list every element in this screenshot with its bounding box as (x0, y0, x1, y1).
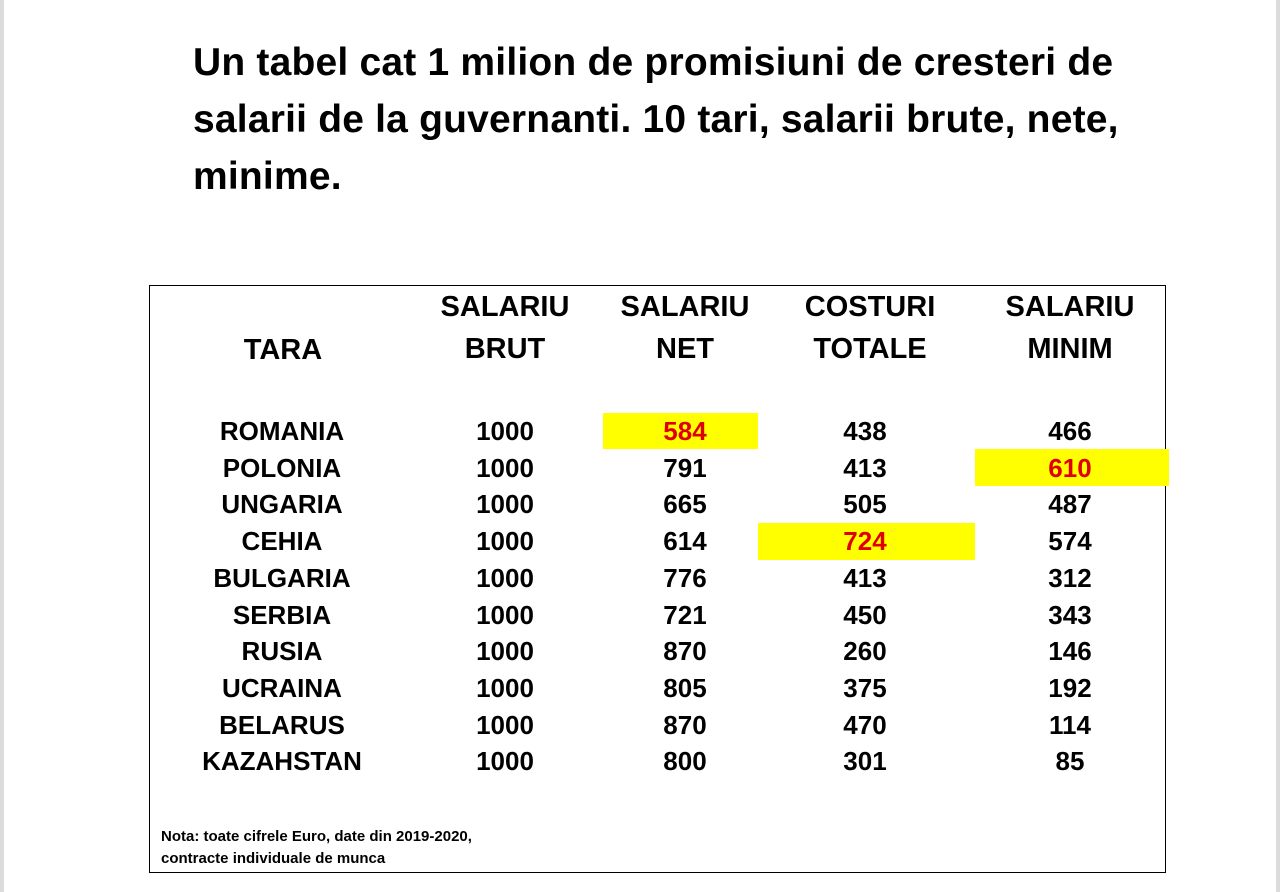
page-edge-right (1276, 0, 1280, 892)
header-salariu-minim (990, 286, 1150, 370)
cell-minim: 343 (1048, 599, 1092, 630)
cell-tara: CEHIA (241, 526, 323, 557)
cell-costuri: 413 (843, 562, 887, 593)
cell-brut: 1000 (476, 672, 534, 703)
cell-costuri: 438 (843, 416, 887, 446)
header-costuri-totale (780, 286, 960, 370)
header-costuri-totale-line2: TOTALE (813, 333, 927, 365)
cell-minim: 85 (1055, 746, 1085, 777)
cell-tara: POLONIA (222, 452, 342, 483)
cell-costuri: 505 (843, 489, 887, 520)
cell-minim: 610 (1048, 452, 1092, 483)
cell-net: 721 (663, 599, 707, 630)
header-tara: TARA (243, 334, 323, 366)
cell-costuri: 470 (843, 709, 887, 740)
cell-tara: SERBIA (232, 599, 332, 630)
header-salariu-net-line2: NET (656, 333, 714, 365)
cell-brut: 1000 (476, 489, 534, 520)
cell-net: 870 (663, 709, 707, 740)
page-edge-left (0, 0, 4, 892)
header-salariu-minim-line1: SALARIU (1005, 291, 1135, 323)
cell-costuri: 301 (843, 746, 887, 777)
salary-table (149, 285, 1166, 873)
cell-net: 665 (663, 489, 707, 520)
cell-net: 800 (663, 746, 707, 777)
cell-brut: 1000 (476, 562, 534, 593)
header-salariu-brut-line1: SALARIU (440, 291, 570, 323)
cell-tara: UNGARIA (221, 489, 343, 520)
cell-tara: BULGARIA (213, 562, 351, 593)
header-salariu-brut-line2: BRUT (464, 333, 546, 365)
cell-minim: 192 (1048, 672, 1092, 703)
cell-minim: 466 (1048, 416, 1092, 446)
cell-tara: KAZAHSTAN (202, 746, 362, 777)
cell-tara: RUSIA (241, 636, 323, 667)
header-salariu-net-line1: SALARIU (620, 291, 750, 323)
header-salariu-minim-line2: MINIM (1027, 333, 1113, 365)
cell-minim: 312 (1048, 562, 1092, 593)
cell-tara: BELARUS (219, 709, 345, 740)
cell-brut: 1000 (476, 599, 534, 630)
cell-net: 584 (663, 416, 707, 446)
cell-net: 614 (663, 526, 707, 557)
cell-tara: UCRAINA (222, 672, 342, 703)
cell-costuri: 450 (843, 599, 887, 630)
cell-net: 791 (663, 452, 707, 483)
header-salariu-net (605, 286, 765, 370)
cell-tara: ROMANIA (219, 416, 345, 446)
cell-brut: 1000 (476, 452, 534, 483)
cell-minim: 574 (1048, 526, 1092, 557)
cell-brut: 1000 (476, 526, 534, 557)
cell-minim: 487 (1048, 489, 1092, 520)
cell-net: 776 (663, 562, 707, 593)
cell-brut: 1000 (476, 416, 534, 446)
cell-costuri: 260 (843, 636, 887, 667)
cell-costuri: 724 (843, 526, 887, 557)
cell-net: 870 (663, 636, 707, 667)
cell-minim: 114 (1049, 709, 1091, 740)
table-note (161, 826, 472, 870)
cell-brut: 1000 (476, 636, 534, 667)
cell-minim: 146 (1048, 636, 1092, 667)
header-salariu-brut (425, 286, 585, 370)
cell-net: 805 (663, 672, 707, 703)
cell-brut: 1000 (476, 709, 534, 740)
cell-costuri: 375 (843, 672, 887, 703)
header-costuri-totale-line1: COSTURI (804, 291, 936, 323)
cell-brut: 1000 (476, 746, 534, 777)
table-note-line1: Nota: toate cifrele Euro, date din 2019-2020, (161, 828, 472, 845)
table-note-line2: contracte individuale de munca (161, 850, 386, 867)
cell-costuri: 413 (843, 452, 887, 483)
page-title: Un tabel cat 1 milion de promisiuni de cresteri de salarii de la guvernanti. 10 tari, salarii brute, nete, minime. (193, 41, 1119, 198)
